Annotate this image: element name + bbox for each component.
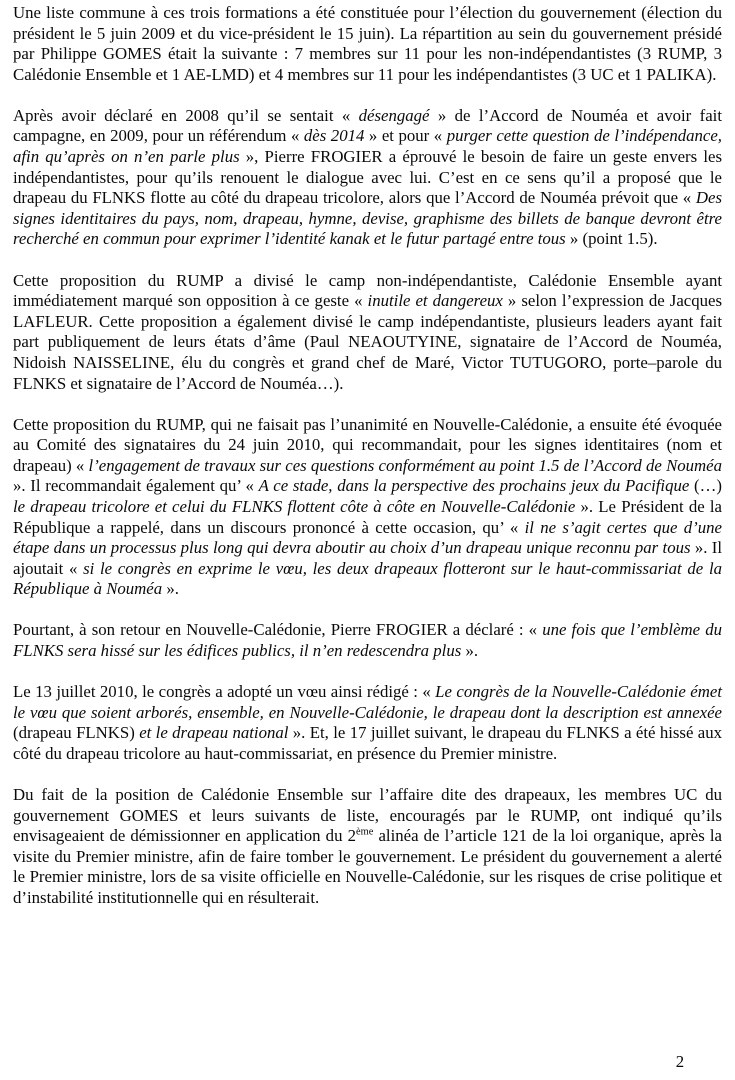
quoted-text-run: dès 2014: [303, 126, 365, 146]
text-run: Une liste commune à ces trois formations a été constituée pour l’élection du gouvernement (élection du président le 5 juin 2009 et du vice-président le 15 juin). La répartition au sein du gouvernement présidé par Philippe GOMES était la suivante : 7 membres sur 11 pour les non-indépendantistes (3 RUMP, 3 Calédonie Ensemble et 1 AE-LMD) et 4 membres sur 11 pour les indépendantistes (3 UC et 1 PALIKA).: [13, 3, 722, 84]
quoted-text-run: désengagé: [358, 105, 430, 125]
quoted-text-run: inutile et dangereux: [367, 291, 503, 311]
paragraph: [13, 785, 722, 909]
superscript-run: ème: [355, 826, 374, 838]
quoted-text-run: A ce stade, dans la perspective des prochains jeux du Pacifique: [258, 476, 695, 496]
quoted-text-run: Le congrès de la Nouvelle-Calédonie émet le vœu que soient arborés, ensemble, en Nouvelle-Calédonie, le drapeau dont la description est annexée: [13, 682, 722, 722]
text-run: (…): [694, 476, 722, 496]
text-run: ». Il recommandait également qu’ «: [13, 476, 259, 496]
quoted-text-run: une fois que l’emblème du FLNKS sera hissé sur les édifices publics, il n’en redescendra plus: [13, 620, 723, 661]
text-run: » (point 1.5).: [565, 229, 658, 249]
paragraph: [13, 3, 722, 85]
text-run: ». Et, le 17 juillet suivant, le drapeau du FLNKS a été hissé aux côté du drapeau tricolore au haut-commissariat, en présence du Premier ministre.: [13, 723, 722, 763]
paragraph: [13, 271, 722, 395]
text-run: » de l’Accord de Nouméa et avoir fait campagne, en 2009, pour un référendum «: [13, 105, 722, 146]
text-run: (drapeau FLNKS): [13, 723, 140, 743]
page-number: 2: [675, 1052, 685, 1071]
text-content: [13, 3, 722, 909]
text-run: Pourtant, à son retour en Nouvelle-Calédonie, Pierre FROGIER a déclaré : «: [13, 620, 543, 640]
text-run: ». Le Président de la République a rappelé, dans un discours prononcé à cette occasion, qu’ «: [13, 496, 723, 537]
text-run: Après avoir déclaré en 2008 qu’il se sentait «: [13, 105, 359, 125]
text-run: », Pierre FROGIER a éprouvé le besoin de faire un geste envers les indépendantistes, pour qu’ils renouent le dialogue avec lui. C’est en ce sens qu’il a proposé que le drapeau du FLNKS flotte au côté du drapeau tricolore, alors que l’Accord de Nouméa prévoit que «: [13, 147, 722, 208]
text-run: alinéa de l’article 121 de la loi organique, après la visite du Premier ministre, afin de faire tomber le gouvernement. Le président du gouvernement a alerté le Premier ministre, lors de sa visite officielle en Nouvelle-Calédonie, sur les risques de crise politique et d’instabilité institutionnelle qui en résulterait.: [13, 826, 723, 907]
paragraph: [13, 106, 722, 250]
text-run: Du fait de la position de Calédonie Ensemble sur l’affaire dite des drapeaux, les membres UC du gouvernement GOMES et leurs suivants de liste, encouragés par le RUMP, ont indiqué qu’ils envisageaient de démissionner en application du 2: [13, 785, 722, 846]
text-run: » selon l’expression de Jacques LAFLEUR. Cette proposition a également divisé le camp indépendantiste, plusieurs leaders ayant fait part publiquement de leurs états d’âme (Paul NEAOUTYINE, signataire de l’Accord de Nouméa, Nidoish NAISSELINE, élu du congrès et grand chef de Maré, Victor TUTUGORO, porte–parole du FLNKS et signataire de l’Accord de Nouméa…).: [13, 291, 722, 393]
text-run: ».: [461, 641, 479, 661]
quoted-text-run: l’engagement de travaux sur ces questions conformément au point 1.5 de l’Accord de Nouméa: [88, 455, 722, 475]
paragraph: [13, 415, 722, 600]
paragraph: [13, 620, 722, 661]
text-run: ».: [162, 579, 179, 599]
quoted-text-run: il ne s’agit certes que d’une étape dans un processus plus long qui devra aboutir au choix d’un drapeau unique reconnu par tous: [13, 517, 723, 558]
text-run: Cette proposition du RUMP, qui ne faisait pas l’unanimité en Nouvelle-Calédonie, a ensuite été évoquée au Comité des signataires du 24 juin 2010, qui recommandait, pour les signes identitaires (nom et drapeau) «: [13, 414, 722, 475]
quoted-text-run: et le drapeau national: [139, 723, 289, 743]
text-run: » et pour «: [364, 126, 447, 146]
quoted-text-run: si le congrès en exprime le vœu, les deux drapeaux flotteront sur le haut-commissariat de la République à Nouméa: [13, 558, 722, 599]
text-run: Le 13 juillet 2010, le congrès a adopté un vœu ainsi rédigé : «: [13, 682, 436, 702]
text-run: ». Il ajoutait «: [13, 538, 722, 578]
paragraph: [13, 682, 722, 764]
text-run: Cette proposition du RUMP a divisé le camp non-indépendantiste, Calédonie Ensemble ayant immédiatement marqué son opposition à ce geste «: [13, 270, 722, 311]
quoted-text-run: Des signes identitaires du pays, nom, drapeau, hymne, devise, graphisme des billets de banque devront être recherché en commun pour exprimer l’identité kanak et le futur partagé entre tous: [13, 188, 722, 249]
quoted-text-run: purger cette question de l’indépendance, afin qu’après on n’en parle plus: [13, 126, 722, 167]
quoted-text-run: le drapeau tricolore et celui du FLNKS flottent côte à côte en Nouvelle-Calédonie: [13, 496, 576, 516]
